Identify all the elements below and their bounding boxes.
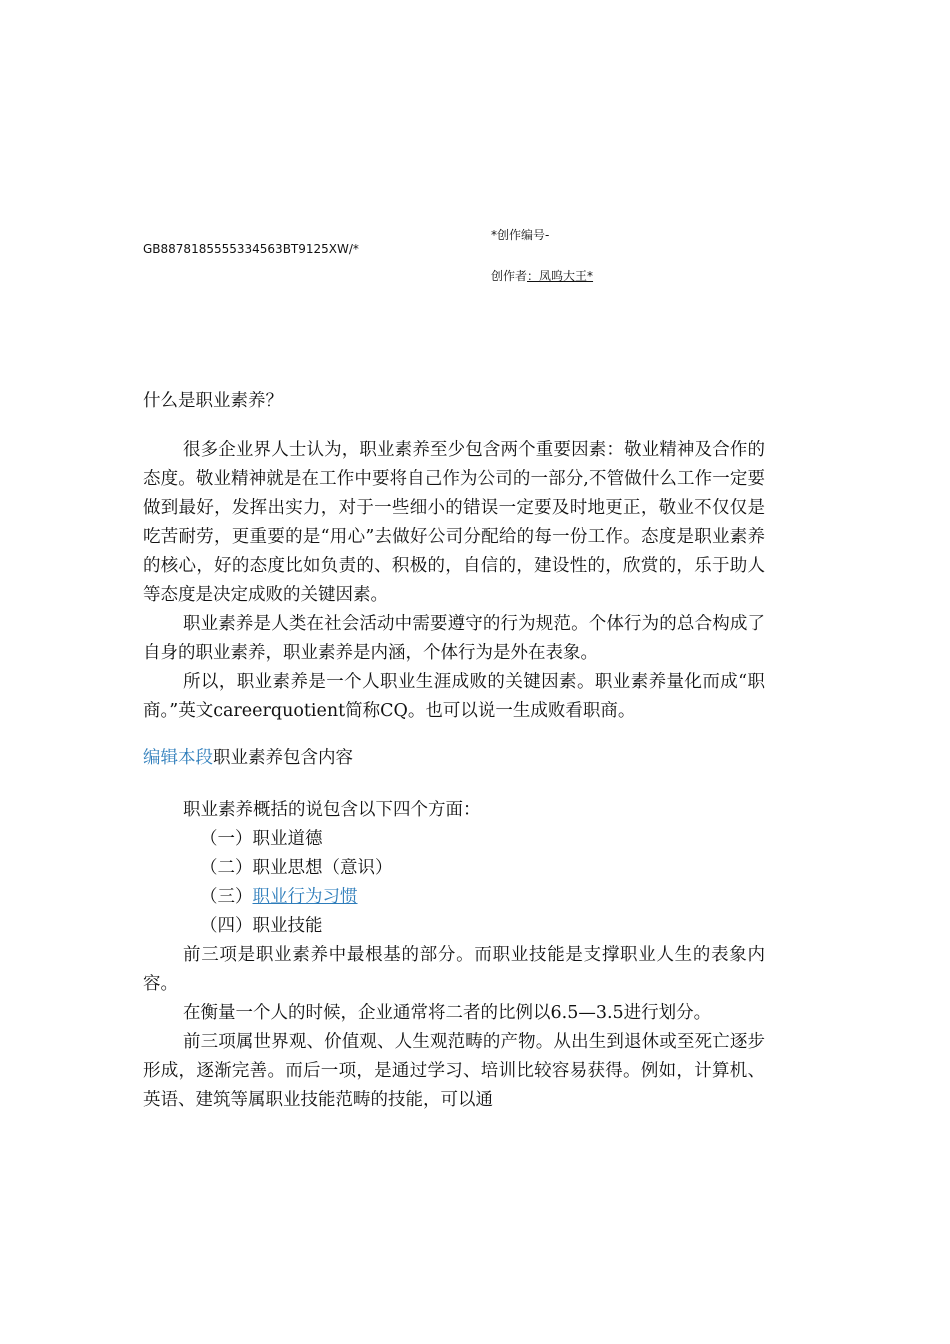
list-item [143,825,765,854]
creation-number-label: *创作编号‐ [491,228,550,242]
document-code: GB8878185555334563BT9125XW/* [143,242,359,256]
section-content [143,796,765,1115]
paragraph: 在衡量一个人的时候，企业通常将二者的比例以6.5—3.5进行划分。 [183,1003,712,1023]
author-label: 创作者 [491,269,528,283]
section-heading-text: 职业素养包含内容 [213,748,353,768]
author-line [491,267,593,284]
list-text: 职业技能 [252,916,323,936]
paragraph: 前三项属世界观、价值观、人生观范畴的产物。从出生到退休或至死亡逐步形成，逐渐完善。而后一项，是通过学习、培训比较容易获得。例如，计算机、英语、建筑等属职业技能范畴的技能，可以通 [143,1032,765,1110]
author-separator: ： [527,269,540,283]
edit-section-link[interactable]: 编辑本段 [143,748,213,768]
author-name: 凤呜大王* [539,269,594,283]
list-prefix: （一） [200,829,253,849]
paragraph: 职业素养概括的说包含以下四个方面： [183,800,481,820]
paragraph: 所以，职业素养是一个人职业生涯成败的关键因素。职业素养量化而成“职商。”英文careerquotient简称CQ。也可以说一生成败看职商。 [143,672,765,721]
behavior-habits-link[interactable]: 职业行为习惯 [252,887,358,907]
paragraph: 很多企业界人士认为，职业素养至少包含两个重要因素：敬业精神及合作的态度。敬业精神就是在工作中要将自己作为公司的一部分,不管做什么工作一定要做到最好，发挥出实力，对于一些细小的错误一定要及时地更正，敬业不仅仅是吃苦耐劳，更重要的是“用心”去做好公司分配给的每一份工作。态度是职业素养的核心，好的态度比如负责的、积极的，自信的，建设性的，欣赏的，乐于助人等态度是决定成败的关键因素。 [143,440,765,605]
list-prefix: （二） [200,858,253,878]
list-prefix: （三） [200,887,253,907]
list-item [143,912,765,941]
list-item [143,883,765,912]
list-text: 职业道德 [252,829,323,849]
list-item [143,854,765,883]
list-text: 职业思想（意识） [252,858,393,878]
section-heading [143,744,765,773]
section-intro [143,436,765,726]
paragraph: 职业素养是人类在社会活动中需要遵守的行为规范。个体行为的总合构成了自身的职业素养，职业素养是内涵，个体行为是外在表象。 [143,614,765,663]
page-title: 什么是职业素养？ [143,391,283,411]
paragraph: 前三项是职业素养中最根基的部分。而职业技能是支撑职业人生的表象内容。 [143,945,765,994]
list-prefix: （四） [200,916,253,936]
